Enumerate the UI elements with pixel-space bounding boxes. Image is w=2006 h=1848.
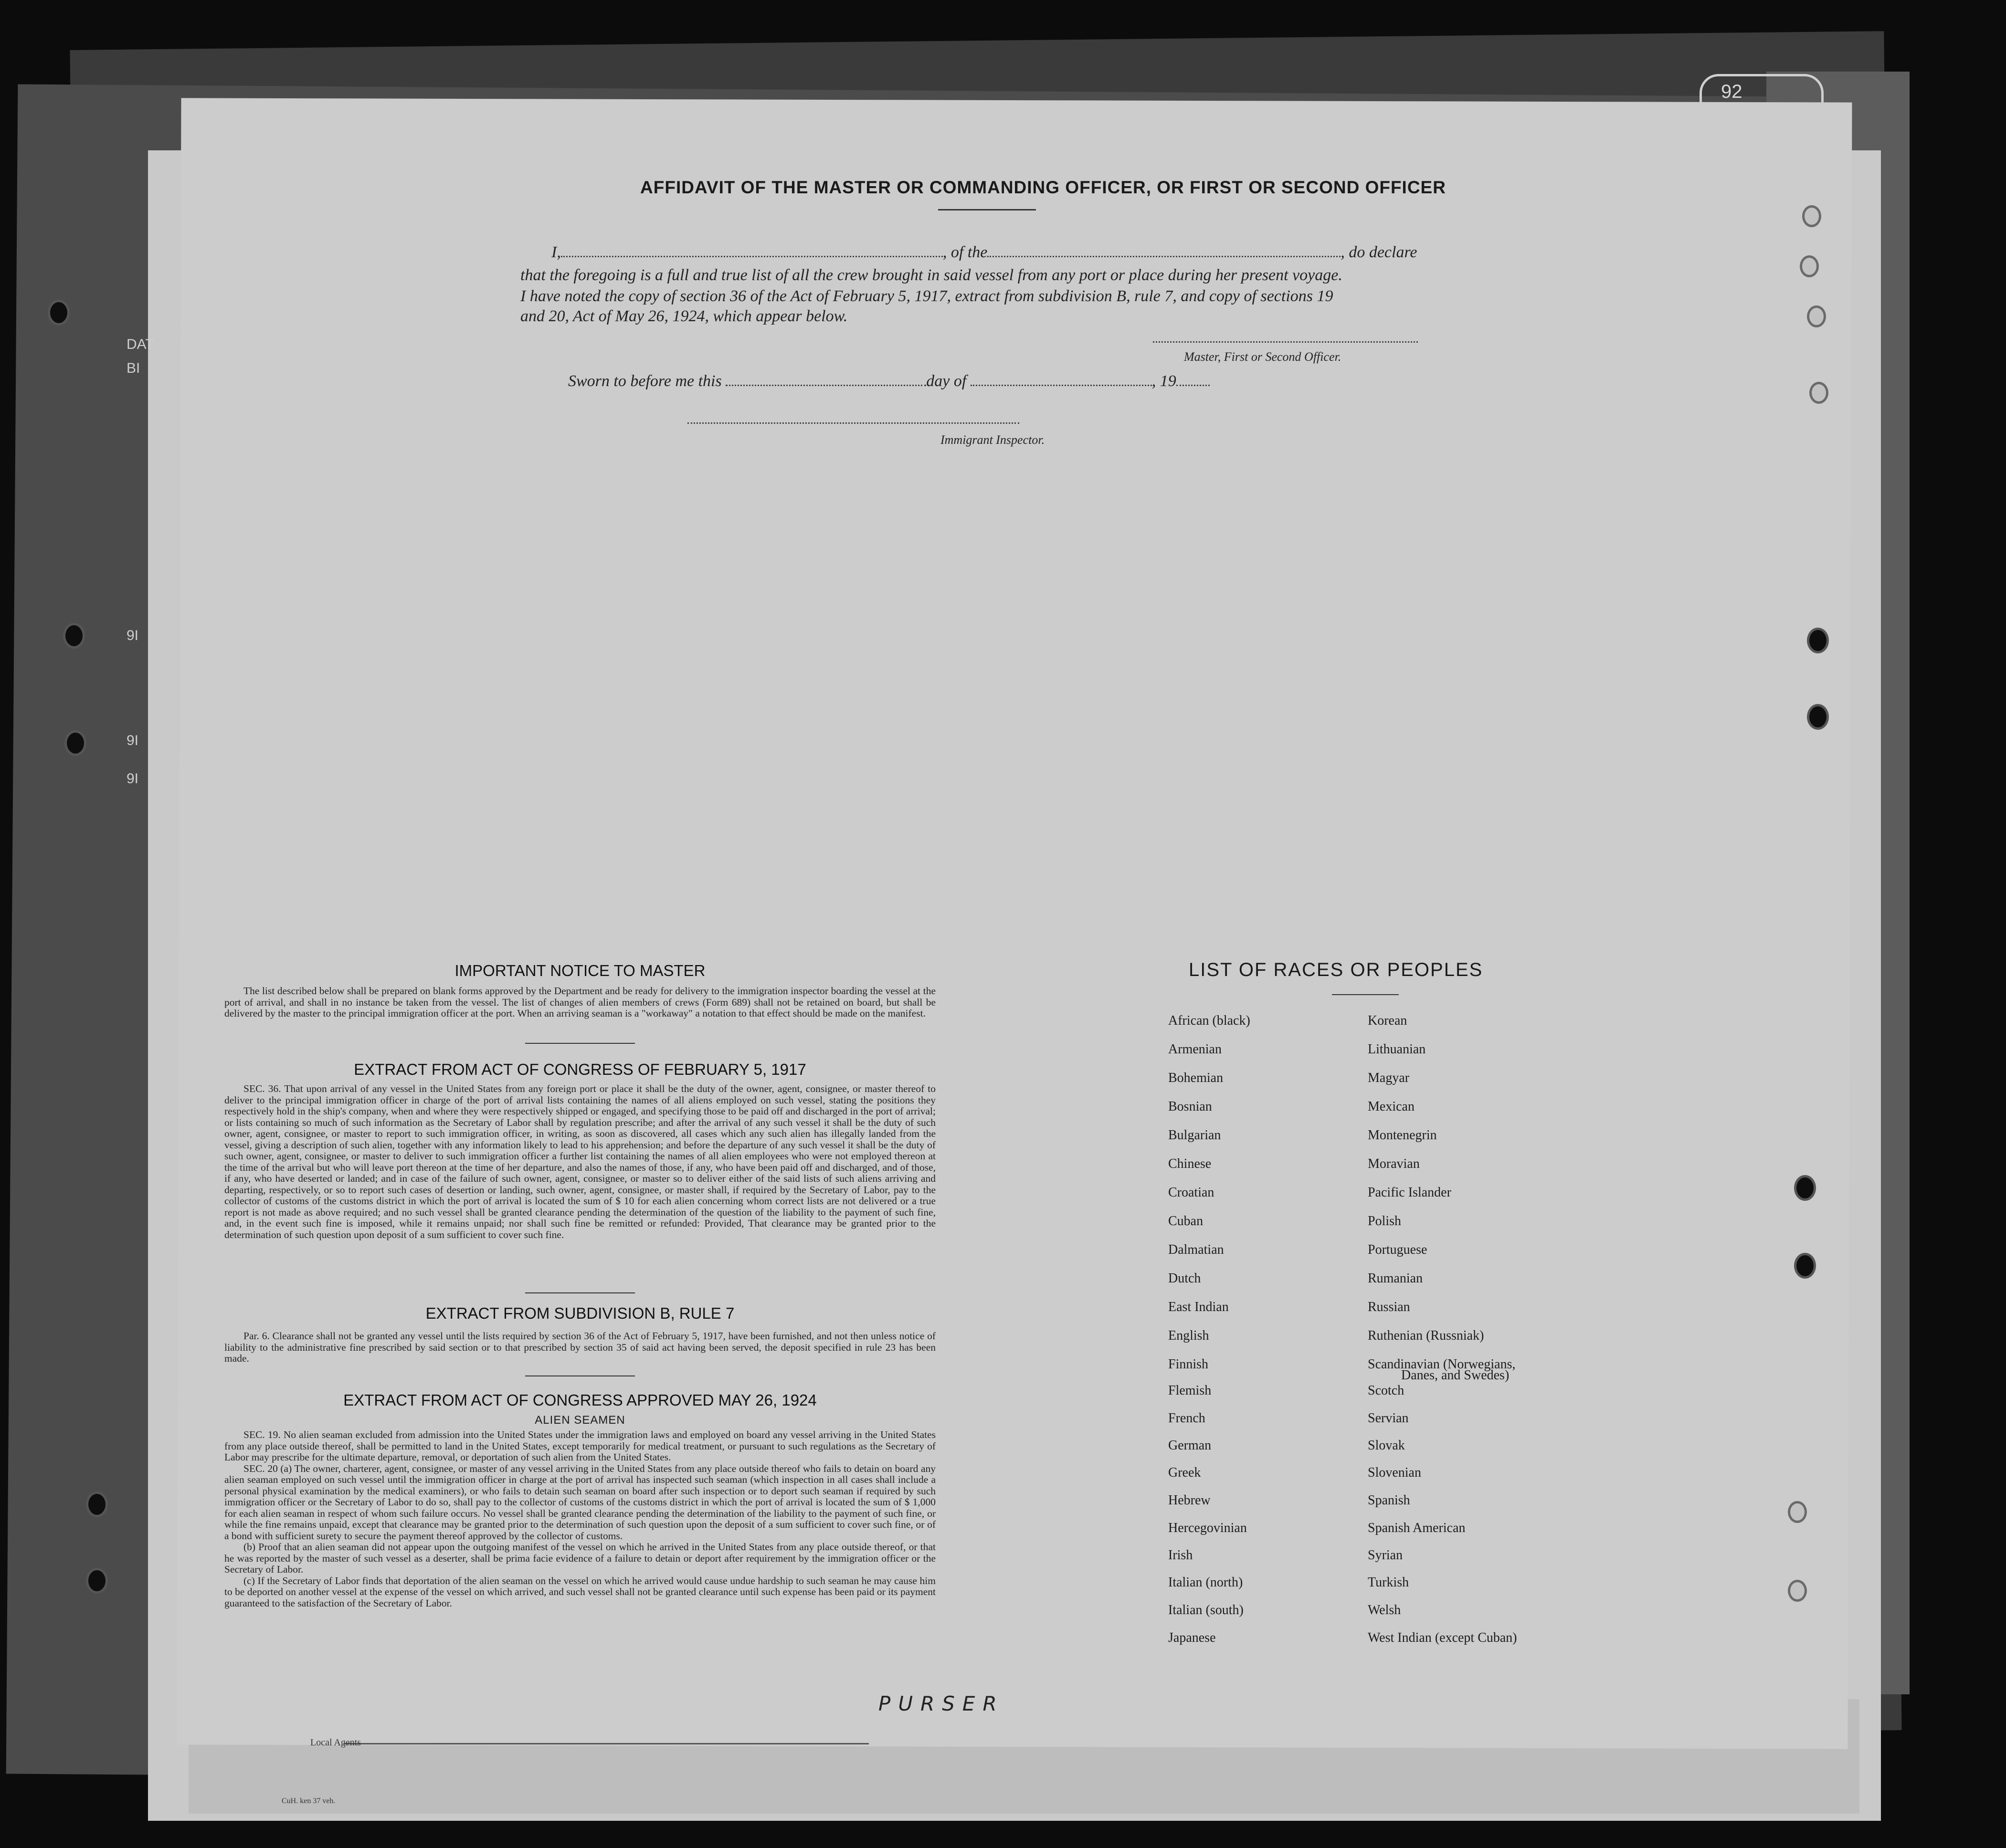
- margin-fragment: 9I: [127, 628, 139, 643]
- race-item: West Indian (except Cuban): [1368, 1630, 1517, 1645]
- notice-text: [224, 986, 936, 1019]
- race-item: Dalmatian: [1168, 1242, 1224, 1257]
- race-item: Italian (north): [1168, 1575, 1243, 1590]
- local-agents-label: Local Agents: [310, 1737, 361, 1748]
- race-item: Slovak: [1368, 1438, 1405, 1453]
- sworn-label: Sworn to before me this: [568, 372, 722, 390]
- race-item: Bohemian: [1168, 1071, 1224, 1085]
- extract-1924-heading: EXTRACT FROM ACT OF CONGRESS APPROVED MAY 26, 1924: [343, 1391, 817, 1409]
- race-item: Armenian: [1168, 1042, 1222, 1057]
- binder-hole: [64, 730, 86, 756]
- notice-heading: IMPORTANT NOTICE TO MASTER: [454, 962, 706, 979]
- race-item: East Indian: [1168, 1300, 1229, 1314]
- race-item: Slovenian: [1368, 1465, 1421, 1480]
- binder-hole: [86, 1491, 108, 1517]
- affidavit-declaration-line3: I have noted the copy of section 36 of the Act of February 5, 1917, extract from subdivision B, rule 7, and copy of sections 19: [520, 287, 1333, 305]
- binder-hole: [1809, 382, 1828, 404]
- race-item: Ruthenian (Russniak): [1368, 1328, 1484, 1343]
- extract-1917-paragraph: SEC. 36. That upon arrival of any vessel in the United States from any foreign port or place it shall be the duty of the owner, agent, consignee, or master thereof to deliver to the principal immigration officer in charge of the port of arrival lists containing the names of all aliens employed on such vessel, stating the positions they respectively hold in the ship's company, when and where they were respectively shipped or engaged, and specifying those to be paid off and discharged in the port of arrival; or lists containing so much of such information as the Secretary of Labor shall by regulation prescribe; and after the arrival of any such vessel it shall be the duty of such owner, agent, consignee, or master to report to such immigration officer, in writing, as soon as discovered, all cases which any such alien has illegally landed from the vessel, giving a description of such alien, together with any information likely to lead to his apprehension; and before the departure of any such vessel it shall be the duty of such owner, agent, consignee, or master to deliver to such immigration officer a further list containing the names of all alien employees who were not employed thereon at the time of the arrival but who will leave port thereon at the time of her departure, and also the names of those, if any, who have been paid off and discharged, and of those, if any, who have deserted or landed; and in case of the failure of such owner, agent, consignee, or master so to deliver either of the said lists of such aliens arriving and departing, respectively, or so to report such cases of desertion or landing, such owner, agent, consignee, or master shall, if required by the Secretary of Labor, pay to the collector of customs of the customs district in which the port of arrival is located the sum of $ 10 for each alien concerning whom correct lists are not delivered or a true report is not made as above required; and no such vessel shall be granted clearance pending the determination of the question of the liability to the payment of such fine, and, in the event such fine is imposed, while it remains unpaid; nor shall such fine be remitted or refunded: Provided, That clearance may be granted prior to the determination of such question upon deposit of a sum sufficient to cover such fine.: [224, 1083, 936, 1240]
- binder-hole: [86, 1568, 108, 1594]
- race-item: Montenegrin: [1368, 1128, 1437, 1143]
- race-item: Spanish American: [1368, 1521, 1466, 1535]
- binder-hole: [1794, 1253, 1816, 1279]
- race-item: Mexican: [1368, 1099, 1415, 1114]
- race-item: French: [1168, 1411, 1205, 1426]
- extract-1917-text: [224, 1083, 936, 1240]
- binder-hole: [1788, 1580, 1807, 1602]
- binder-hole: [1800, 255, 1819, 277]
- race-item: Croatian: [1168, 1185, 1214, 1200]
- affidavit-declaration-line2: that the foregoing is a full and true list of all the crew brought in said vessel from any port or place during her present voyage.: [520, 266, 1342, 284]
- master-caption: Master, First or Second Officer.: [1184, 350, 1341, 364]
- binder-hole: [1788, 1501, 1807, 1523]
- form-note: CuH. ken 37 veh.: [282, 1797, 336, 1805]
- race-item: English: [1168, 1328, 1209, 1343]
- race-item: Spanish: [1368, 1493, 1410, 1508]
- binder-hole: [1807, 704, 1829, 730]
- race-item: Hercegovinian: [1168, 1521, 1247, 1535]
- handwritten-purser: PURSER: [878, 1692, 1004, 1715]
- inspector-signature-line: [687, 422, 1019, 424]
- extract-1924-text: [224, 1429, 936, 1609]
- race-item: Dutch: [1168, 1271, 1201, 1286]
- race-item: Bulgarian: [1168, 1128, 1221, 1143]
- race-item: African (black): [1168, 1013, 1250, 1028]
- races-heading: LIST OF RACES OR PEOPLES: [1189, 959, 1483, 980]
- race-item: Bosnian: [1168, 1099, 1212, 1114]
- inspector-caption: Immigrant Inspector.: [940, 433, 1045, 447]
- race-item: Japanese: [1168, 1630, 1216, 1645]
- binder-hole: [1802, 205, 1821, 227]
- binder-hole: [48, 300, 70, 326]
- affidavit-declaration-line4: and 20, Act of May 26, 1924, which appear below.: [520, 307, 848, 325]
- race-item: Chinese: [1168, 1156, 1212, 1171]
- affidavit-title: AFFIDAVIT OF THE MASTER OR COMMANDING OFFICER, OR FIRST OR SECOND OFFICER: [640, 178, 1446, 197]
- sworn-line: [568, 372, 1210, 390]
- extract-1924-sec20c: (c) If the Secretary of Labor finds that deportation of the alien seaman on the vessel on which he arrived would cause undue hardship to such seaman he may cause him to be deported on another vessel at the expense of the vessel on which arrived, and such vessel shall not be granted clearance until such expense has been paid or its payment guaranteed to the satisfaction of the Secretary of Labor.: [224, 1575, 936, 1609]
- race-item: Italian (south): [1168, 1603, 1244, 1617]
- race-item: Syrian: [1368, 1548, 1403, 1563]
- race-item: Scotch: [1368, 1383, 1404, 1398]
- extract-1924-sec20b: (b) Proof that an alien seaman did not appear upon the outgoing manifest of the vessel on which he arrived in the United States from any place outside thereof, or that he was reported by the master of such vessel as a deserter, shall be prima facie evidence of a failure to detain or deport after requirement by the immigration officer or the Secretary of Labor.: [224, 1541, 936, 1575]
- race-item: Turkish: [1368, 1575, 1409, 1590]
- race-item: Portuguese: [1368, 1242, 1427, 1257]
- race-item: Flemish: [1168, 1383, 1212, 1398]
- binder-hole: [1807, 628, 1829, 653]
- master-signature-line: [1153, 341, 1418, 343]
- of-the-label: , of the: [942, 243, 988, 261]
- extract-1924-sec19: SEC. 19. No alien seaman excluded from admission into the United States under the immigration laws and employed on board any vessel arriving in the United States from any place outside thereof, shall be permitted to land in the United States, except temporarily for medical treatment, or pursuant to such regulations as the Secretary of Labor may prescribe for the ultimate departure, removal, or deportation of such alien from the United States.: [224, 1429, 936, 1463]
- affidavit-declaration-line1: [551, 243, 1417, 262]
- races-rule: [1332, 994, 1399, 995]
- binder-hole: [1794, 1175, 1816, 1201]
- race-item: Greek: [1168, 1465, 1201, 1480]
- race-item: Welsh: [1368, 1603, 1401, 1617]
- extract-rule7-heading: EXTRACT FROM SUBDIVISION B, RULE 7: [425, 1304, 735, 1322]
- race-item: German: [1168, 1438, 1212, 1453]
- margin-fragment: DAT: [127, 336, 154, 352]
- extract-1924-sec20a: SEC. 20 (a) The owner, charterer, agent, consignee, or master of any vessel arriving in the United States from any place outside thereof who fails to detain on board any alien seaman employed on such vessel until the immigration officer in charge at the port of arrival has inspected such seaman (which inspection in all cases shall include a personal physical examination by the medical examiners), or who fails to detain such seaman on board after such inspection or to deport such seaman if required by such immigration officer or the Secretary of Labor to do so, shall pay to the collector of customs of the customs district in which the port of arrival is located the sum of $ 1,000 for each alien seaman in respect of whom such failure occurs. No vessel shall be granted clearance pending the determination of the liability to the payment of such fine, or while the fine remains unpaid, except that clearance may be granted prior to the determination of such question upon the deposit of a sum sufficient to cover such fine, or of a bond with sufficient surety to secure the payment thereof approved by the collector of customs.: [224, 1462, 936, 1542]
- margin-fragment: 9I: [127, 733, 139, 748]
- do-declare-label: , do declare: [1341, 243, 1417, 261]
- extract-rule7-paragraph: Par. 6. Clearance shall not be granted any vessel until the lists required by section 36 of the Act of February 5, 1917, have been furnished, and not then unless notice of liability to the administrative fine prescribed by said section or to that prescribed by section 35 of said act having been served, the deposit specified in rule 23 has been made.: [224, 1330, 936, 1364]
- page-number: 92: [1721, 81, 1742, 102]
- section-rule: [525, 1043, 635, 1044]
- race-item: Pacific Islander: [1368, 1185, 1451, 1200]
- day-blank: [726, 385, 926, 386]
- race-item: Hebrew: [1168, 1493, 1211, 1508]
- race-item: Polish: [1368, 1214, 1402, 1228]
- margin-fragment: BI: [127, 360, 140, 376]
- local-agents-line: [344, 1743, 869, 1744]
- extract-1924-subheading: ALIEN SEAMEN: [535, 1414, 625, 1427]
- month-blank: [971, 385, 1152, 386]
- race-item: Korean: [1368, 1013, 1407, 1028]
- race-item: Moravian: [1368, 1156, 1420, 1171]
- race-item-continuation: Danes, and Swedes): [1401, 1368, 1510, 1383]
- section-rule: [525, 1292, 635, 1293]
- race-item: Magyar: [1368, 1071, 1410, 1085]
- i-label: I,: [551, 243, 561, 261]
- day-of-label: day of: [926, 372, 967, 390]
- binder-hole: [63, 623, 85, 649]
- extract-1917-heading: EXTRACT FROM ACT OF CONGRESS OF FEBRUARY 5, 1917: [354, 1060, 806, 1078]
- race-item: Rumanian: [1368, 1271, 1423, 1286]
- extract-rule7-text: [224, 1331, 936, 1365]
- binder-hole: [1807, 305, 1826, 327]
- race-item: Finnish: [1168, 1357, 1209, 1372]
- notice-paragraph: The list described below shall be prepared on blank forms approved by the Department and be ready for delivery to the immigration inspector boarding the vessel at the port of arrival, and shall in no instance be taken from the vessel. The list of changes of alien members of crews (Form 689) shall not be retained on board, but shall be delivered by the master to the principal immigration officer at the port. When an arriving seaman is a "workaway" a notation to that effect should be made on the manifest.: [224, 985, 936, 1019]
- year-label: , 19: [1151, 372, 1176, 390]
- margin-fragment: 9I: [127, 771, 139, 787]
- vessel-blank: [987, 256, 1341, 257]
- year-blank: [1176, 385, 1210, 386]
- race-item: Irish: [1168, 1548, 1193, 1563]
- name-blank: [561, 256, 943, 257]
- race-item: Russian: [1368, 1300, 1410, 1314]
- race-item: Scandinavian (Norwegians,: [1368, 1357, 1516, 1372]
- title-rule: [938, 209, 1036, 210]
- race-item: Lithuanian: [1368, 1042, 1426, 1057]
- race-item: Cuban: [1168, 1214, 1204, 1228]
- race-item: Servian: [1368, 1411, 1409, 1426]
